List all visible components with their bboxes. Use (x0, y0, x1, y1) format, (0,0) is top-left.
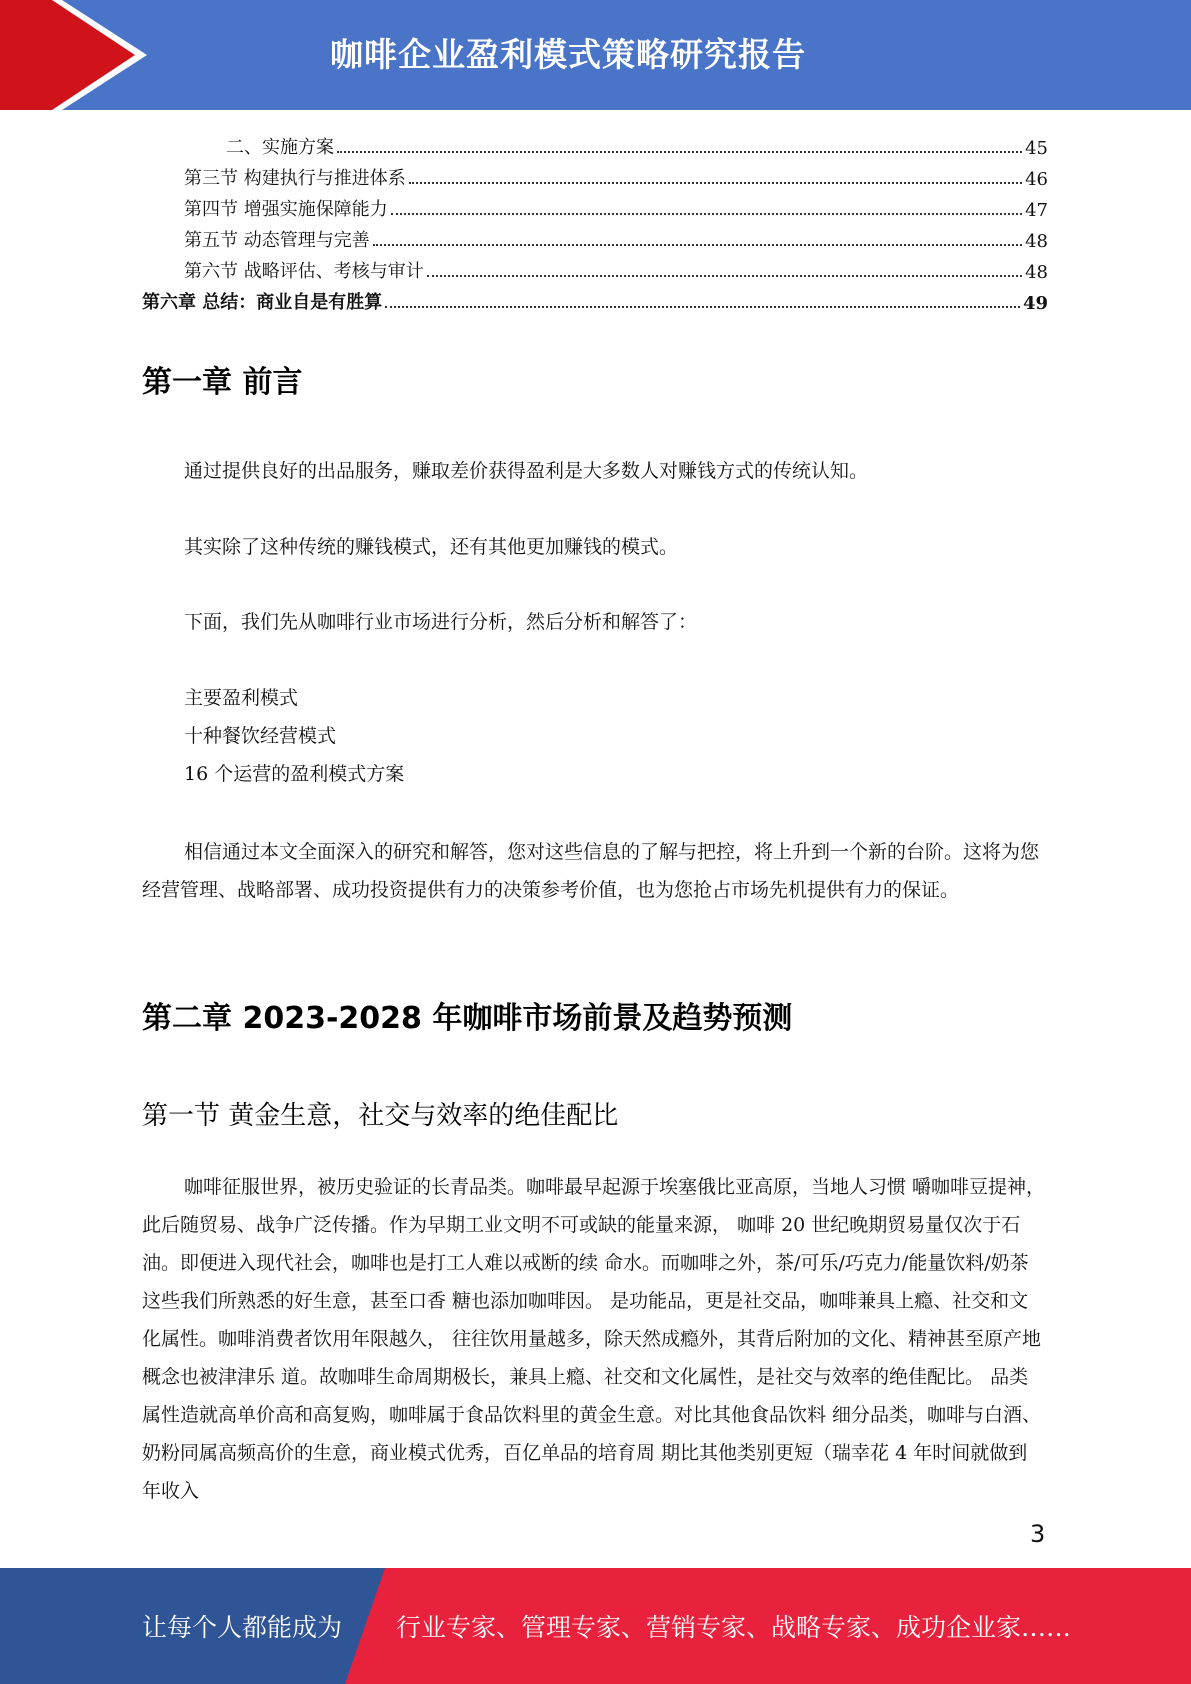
footer-slogan-left: 让每个人都能成为 (142, 1613, 343, 1642)
toc-entry-page: 49 (1022, 293, 1048, 314)
toc-entry-label: 第三节 构建执行与推进体系 (184, 168, 406, 189)
report-title: 咖啡企业盈利模式策略研究报告 (330, 34, 806, 74)
list-item: 16 个运营的盈利模式方案 (184, 763, 405, 785)
intro-paragraph-4: 相信通过本文全面深入的研究和解答，您对这些信息的了解与把控，将上升到一个新的台阶。这将为您经营管理、战略部署、成功投资提供有力的决策参考价值，也为您抢占市场先机提供有力的保证。 (142, 841, 1040, 901)
list-item: 十种餐饮经营模式 (184, 725, 337, 747)
intro-paragraph-2: 其实除了这种传统的赚钱模式，还有其他更加赚钱的模式。 (184, 536, 679, 558)
toc-entry-label: 第四节 增强实施保障能力 (184, 199, 388, 220)
toc-entry-label: 第六章 总结：商业自是有胜算 (142, 292, 383, 313)
toc-leader-dots (337, 151, 1022, 153)
intro-paragraph-3: 下面，我们先从咖啡行业市场进行分析，然后分析和解答了： (184, 611, 698, 633)
toc-entry[interactable] (142, 128, 1048, 159)
toc-entry[interactable] (142, 252, 1048, 283)
list-item: 主要盈利模式 (184, 687, 299, 709)
toc-leader-dots (427, 275, 1022, 277)
section-1-body: 咖啡征服世界，被历史验证的长青品类。咖啡最早起源于埃塞俄比亚高原，当地人习惯 嚼咖啡豆提神，此后随贸易、战争广泛传播。作为早期工业文明不可或缺的能量来源， 咖啡 20 世纪晚期贸易量仅次于石油。即便进入现代社会，咖啡也是打工人难以戒断的续 命水。而咖啡之外，茶/可乐/巧克力/能量饮料/奶茶这些我们所熟悉的好生意，甚至口香 糖也添加咖啡因。 是功能品，更是社交品，咖啡兼具上瘾、社交和文化属性。咖啡消费者饮用年限越久， 往往饮用量越多，除天然成瘾外，其背后附加的文化、精神甚至原产地概念也被津津乐 道。故咖啡生命周期极长，兼具上瘾、社交和文化属性，是社交与效率的绝佳配比。 品类属性造就高单价高和高复购，咖啡属于食品饮料里的黄金生意。对比其他食品饮料 细分品类，咖啡与白酒、奶粉同属高频高价的生意，商业模式优秀，百亿单品的培育周 期比其他类别更短（瑞幸花 4 年时间就做到年收入 (142, 1176, 1046, 1502)
toc-entry[interactable] (142, 221, 1048, 252)
toc-entry[interactable] (142, 159, 1048, 190)
toc-entry[interactable] (142, 190, 1048, 221)
toc-entry-page: 48 (1025, 231, 1048, 252)
toc-leader-dots (391, 213, 1022, 215)
toc-entry-label: 第六节 战略评估、考核与审计 (184, 261, 424, 282)
page-header (0, 0, 1191, 110)
toc-leader-dots (385, 306, 1020, 308)
section-1-heading: 第一节 黄金生意，社交与效率的绝佳配比 (142, 1101, 619, 1131)
table-of-contents (142, 128, 1048, 314)
toc-entry-page: 45 (1025, 138, 1048, 159)
toc-entry-label: 二、实施方案 (226, 137, 334, 158)
toc-entry-page: 46 (1025, 169, 1048, 190)
toc-entry-chapter[interactable] (142, 283, 1048, 314)
toc-entry-page: 48 (1025, 262, 1048, 283)
footer-slogan-right: 行业专家、管理专家、营销专家、战略专家、成功企业家…… (396, 1613, 1072, 1642)
toc-entry-label: 第五节 动态管理与完善 (184, 230, 370, 251)
page-number: 3 (1030, 1520, 1046, 1548)
page-footer (0, 1568, 1191, 1684)
toc-leader-dots (373, 244, 1022, 246)
toc-leader-dots (409, 182, 1022, 184)
toc-entry-page: 47 (1025, 200, 1048, 221)
chapter-2-heading: 第二章 2023-2028 年咖啡市场前景及趋势预测 (142, 1001, 793, 1036)
chapter-1-heading: 第一章 前言 (142, 365, 303, 400)
red-chevron-icon (0, 0, 150, 110)
intro-paragraph-1: 通过提供良好的出品服务，赚取差价获得盈利是大多数人对赚钱方式的传统认知。 (184, 460, 869, 482)
